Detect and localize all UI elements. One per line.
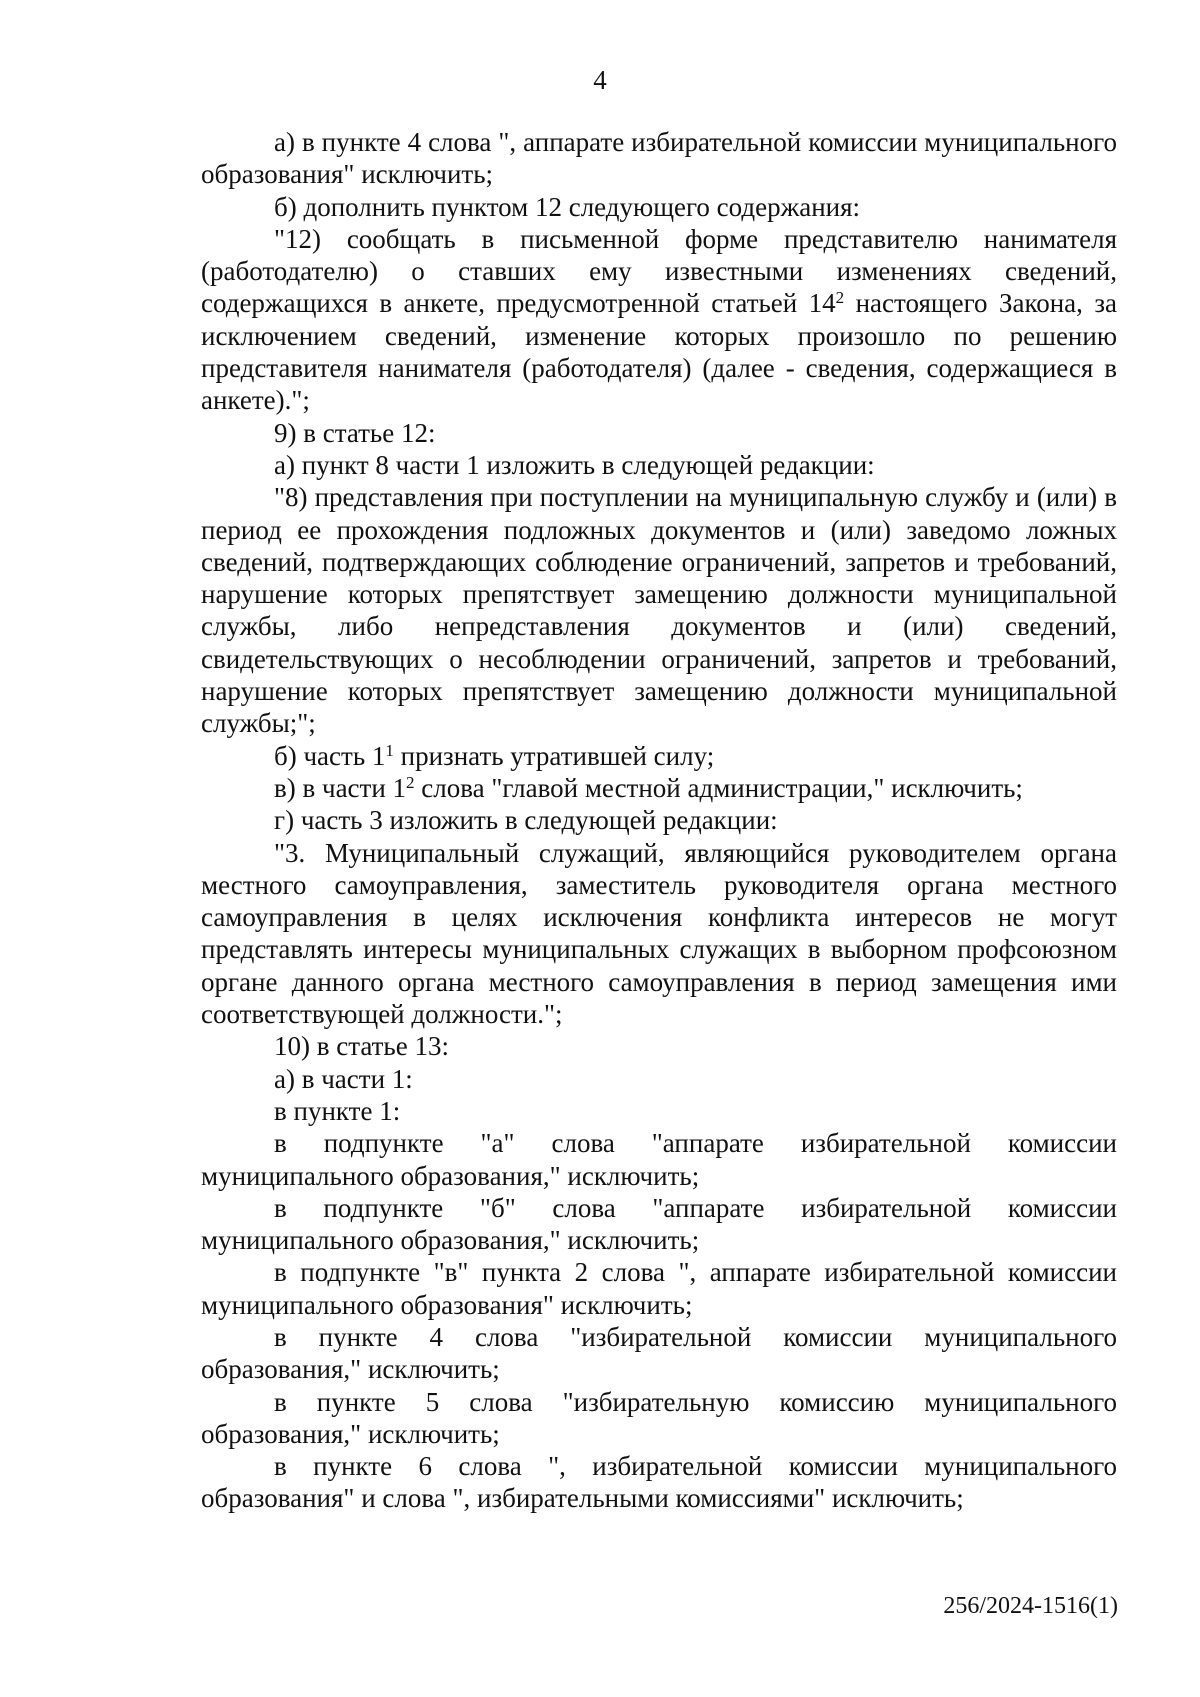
paragraph: в пункте 6 слова ", избирательной комиссии муниципального образования" и слова ", избирательными комиссиями" исключить; xyxy=(201,1451,1117,1514)
paragraph-text: в) в части 1 xyxy=(274,772,407,803)
paragraph xyxy=(201,740,1117,772)
paragraph: а) пункт 8 части 1 изложить в следующей редакции: xyxy=(274,449,875,480)
paragraph: 9) в статье 12: xyxy=(274,417,436,448)
paragraph: в пункте 1: xyxy=(274,1095,401,1126)
paragraph: в подпункте "б" слова "аппарате избирательной комиссии муниципального образования," исключить; xyxy=(201,1192,1117,1256)
document-body xyxy=(201,126,1117,1515)
paragraph: а) в части 1: xyxy=(274,1063,413,1094)
document-code: 256/2024-1516(1) xyxy=(943,1593,1118,1619)
paragraph xyxy=(201,223,1117,417)
superscript: 2 xyxy=(406,772,415,792)
paragraph: в подпункте "а" слова "аппарате избирательной комиссии муниципального образования," исключить; xyxy=(201,1128,1117,1191)
paragraph: "8) представления при поступлении на муниципальную службу и (или) в период ее прохождения подложных документов и (или) заведомо ложных сведений, подтверждающих соблюдение ограничений, запретов и требований, нарушение которых препятствует замещению должности муниципальной службы, либо непредставления документов и (или) сведений, свидетельствующих о несоблюдении ограничений, запретов и требований, нарушение которых препятствует замещению должности муниципальной службы;"; xyxy=(201,482,1117,739)
paragraph-text: настоящего Закона, за исключением сведений, изменение которых произошло по решению представителя нанимателя (работодателя) (далее - сведения, содержащиеся в анкете)."; xyxy=(201,288,1117,416)
paragraph: в пункте 4 слова "избирательной комиссии муниципального образования," исключить; xyxy=(201,1321,1117,1385)
paragraph: б) дополнить пунктом 12 следующего содержания: xyxy=(274,191,861,222)
paragraph-text: признать утратившей силу; xyxy=(393,740,715,771)
paragraph: 10) в статье 13: xyxy=(274,1031,449,1062)
paragraph: в подпункте "в" пункта 2 слова ", аппарате избирательной комиссии муниципального образования" исключить; xyxy=(201,1257,1117,1320)
paragraph: "3. Муниципальный служащий, являющийся руководителем органа местного самоуправления, заместитель руководителя органа местного самоуправления в целях исключения конфликта интересов не могут представлять интересы муниципальных служащих в выборном профсоюзном органе данного органа местного самоуправления в период замещения ими соответствующей должности."; xyxy=(201,837,1117,1030)
paragraph-text: слова "главой местной администрации," исключить; xyxy=(414,772,1023,803)
paragraph: в пункте 5 слова "избирательную комиссию муниципального образования," исключить; xyxy=(201,1386,1117,1449)
paragraph xyxy=(201,772,1117,804)
paragraph: а) в пункте 4 слова ", аппарате избирательной комиссии муниципального образования" исключить; xyxy=(201,127,1117,190)
page-number: 4 xyxy=(593,65,607,95)
superscript: 2 xyxy=(835,288,845,308)
paragraph-text: б) часть 1 xyxy=(274,740,386,771)
superscript: 1 xyxy=(385,740,394,760)
paragraph-text: "12) сообщать в письменной форме представителю нанимателя (работодателю) о ставших ему известными изменениях сведений, содержащихся в анкете, предусмотренной статьей 14 xyxy=(201,223,1117,319)
paragraph: г) часть 3 изложить в следующей редакции: xyxy=(274,805,778,836)
